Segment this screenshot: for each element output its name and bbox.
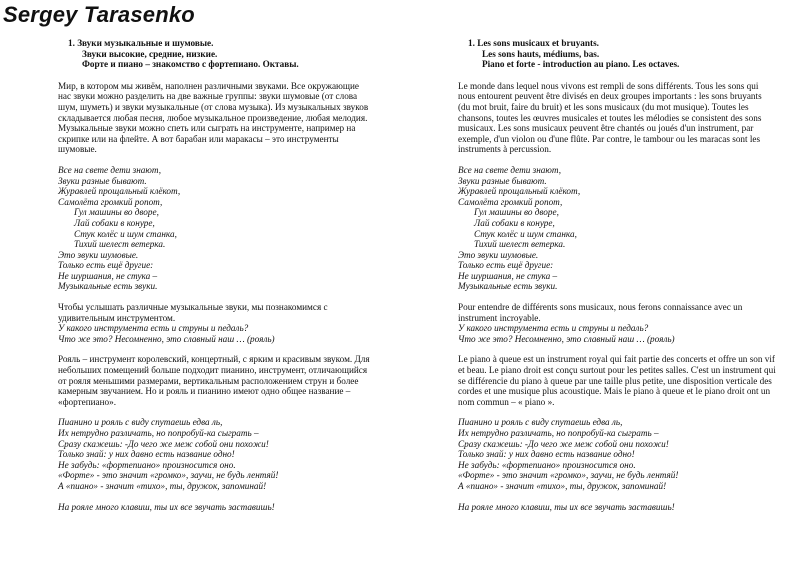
- poem-line: Журавлей прощальный клёкот,: [58, 186, 181, 197]
- heading-line: 1. Звуки музыкальные и шумовые.: [68, 38, 214, 48]
- poem-line: Гул машины во дворе,: [74, 207, 159, 218]
- french-column: [458, 38, 776, 522]
- piano-paragraph: Le piano à queue est un instrument royal qui fait partie des concerts et offre un son vif et beau. Le piano droit est conçu surtout pour les petites salles. C'est un instrument qui se différencie du piano à queue par une taille plus petite, une disposition verticale des cordes et une musique plus acoustique. Mais le piano à queue et le piano droit ont un nom commun – « piano ».: [458, 354, 776, 407]
- poem-line: Звуки разные бывают.: [58, 175, 147, 186]
- poem-line: На рояле много клавиш, ты их все звучать заставишь!: [458, 501, 675, 512]
- author-name: Sergey Tarasenko: [3, 2, 195, 27]
- heading-line: Звуки высокие, средние, низкие.: [82, 48, 218, 59]
- poem-line: Их нетрудно различать, но попробуй-ка сыграть –: [58, 428, 259, 438]
- russian-column: [58, 38, 374, 522]
- poem-line: На рояле много клавиш, ты их все звучать заставишь!: [58, 501, 275, 512]
- poem-line: Тихий шелест ветерка.: [74, 239, 166, 250]
- poem-line: Музыкальные есть звуки.: [58, 281, 158, 292]
- poem-sounds: [458, 165, 776, 292]
- heading-line: 1. Les sons musicaux et bruyants.: [468, 38, 599, 48]
- poem-line: «Форте» - это значит «громко», заучи, не будь лентяй!: [58, 470, 279, 481]
- poem-line: Не забудь: «фортепиано» произносится оно.: [458, 459, 636, 470]
- intro-paragraph: Мир, в котором мы живём, наполнен различными звуками. Все окружающие нас звуки можно разделить на две важные группы: звуки шумовые (от слова шум, шуметь) и звуки музыкальные (от слова музыка). Из музыкальных звуков складывается любая песня, любое музыкальное произведение, любая мелодия. Музыкальные звуки можно спеть или сыграть на инструменте, например на скрипке или на флейте. А вот барабан или маракасы – это инструменты шумовые.: [58, 80, 369, 155]
- poem-line: Стук колёс и шум станка,: [74, 228, 177, 239]
- poem-line: Все на свете дети знают,: [458, 164, 562, 175]
- poem-sounds: [58, 165, 374, 292]
- instrument-intro: [458, 302, 776, 344]
- lesson-heading: [468, 38, 776, 70]
- poem-line: А «пиано» - значит «тихо», ты, дружок, запоминай!: [58, 480, 267, 491]
- intro-line: удивительным инструментом.: [58, 312, 176, 323]
- riddle-line: У какого инструмента есть и струны и педаль?: [458, 323, 649, 334]
- poem-line: Не забудь: «фортепиано» произносится оно.: [58, 459, 236, 470]
- poem-line: Только знай: у них давно есть название одно!: [458, 449, 635, 460]
- riddle-line: У какого инструмента есть и струны и педаль?: [58, 323, 249, 334]
- intro-line: instrument incroyable.: [458, 312, 541, 323]
- poem-line: Лай собаки в конуре,: [474, 217, 555, 228]
- poem-line: А «пиано» - значит «тихо», ты, дружок, запоминай!: [458, 480, 667, 491]
- poem-line: Только знай: у них давно есть название одно!: [58, 449, 235, 460]
- riddle-line: Что же это? Несомненно, это славный наш … (рояль): [58, 333, 275, 344]
- poem-line: Журавлей прощальный клёкот,: [458, 186, 581, 197]
- poem-piano: [58, 417, 374, 491]
- poem-line: Пианино и рояль с виду спутаешь едва ль,: [58, 417, 223, 428]
- intro-paragraph: Le monde dans lequel nous vivons est rempli de sons différents. Tous les sons qui nous entourent peuvent être divisés en deux groupes importants : les sons bruyants (du mot bruit, faire du bruit) et les sons musicaux (du mot musique). Toutes les chansons, toutes les œuvres musicales et toutes les mélodies se consistent des sons musicaux. Les sons musicaux peuvent être chantés ou joués d'un instrument, par exemple, d'un violon ou d'une flûte. Par contre, le tambour ou les maracas sont les instruments à percussion.: [458, 80, 762, 155]
- poem-line: Сразу скажешь: -До чего же меж собой они похожи!: [458, 438, 669, 449]
- poem-line: Только есть ещё другие:: [458, 260, 554, 271]
- poem-line: Самолёта громкий ропот,: [58, 196, 163, 207]
- lesson-heading: [68, 38, 374, 70]
- poem-line: Лай собаки в конуре,: [74, 217, 155, 228]
- poem-line: Только есть ещё другие:: [58, 260, 154, 271]
- poem-line: Звуки разные бывают.: [458, 175, 547, 186]
- poem-line: Не шуршания, не стука –: [58, 270, 158, 281]
- poem-line: Тихий шелест ветерка.: [474, 239, 566, 250]
- final-line: [458, 502, 776, 513]
- poem-line: Сразу скажешь: -До чего же меж собой они похожи!: [58, 438, 269, 449]
- poem-line: Самолёта громкий ропот,: [458, 196, 563, 207]
- poem-line: Не шуршания, не стука –: [458, 270, 558, 281]
- poem-line: Музыкальные есть звуки.: [458, 281, 558, 292]
- riddle-line: Что же это? Несомненно, это славный наш … (рояль): [458, 333, 675, 344]
- heading-line: Форте и пиано – знакомство с фортепиано. Октавы.: [82, 59, 299, 70]
- instrument-intro: [58, 302, 374, 344]
- poem-line: «Форте» - это значит «громко», заучи, не будь лентяй!: [458, 470, 679, 481]
- intro-line: Чтобы услышать различные музыкальные звуки, мы познакомимся с: [58, 302, 328, 313]
- poem-piano: [458, 417, 776, 491]
- poem-line: Их нетрудно различать, но попробуй-ка сыграть –: [458, 428, 659, 438]
- poem-line: Все на свете дети знают,: [58, 164, 162, 175]
- poem-line: Пианино и рояль с виду спутаешь едва ль,: [458, 417, 623, 428]
- piano-paragraph: Рояль – инструмент королевский, концертный, с ярким и красивым звуком. Для небольших помещений больше подходит пианино, инструмент, отличающийся от рояля меньшими размерами, вертикальным расположением струн и более камерным звучанием. Но и рояль и пианино имеют одно общее название – «фортепиано».: [58, 354, 370, 407]
- heading-line: Les sons hauts, médiums, bas.: [482, 48, 600, 59]
- poem-line: Стук колёс и шум станка,: [474, 228, 577, 239]
- heading-line: Piano et forte - introduction au piano. Les octaves.: [482, 59, 680, 70]
- final-line: [58, 502, 374, 513]
- poem-line: Это звуки шумовые.: [458, 249, 539, 260]
- intro-line: Pour entendre de différents sons musicaux, nous ferons connaissance avec un: [458, 302, 743, 313]
- poem-line: Это звуки шумовые.: [58, 249, 139, 260]
- poem-line: Гул машины во дворе,: [474, 207, 559, 218]
